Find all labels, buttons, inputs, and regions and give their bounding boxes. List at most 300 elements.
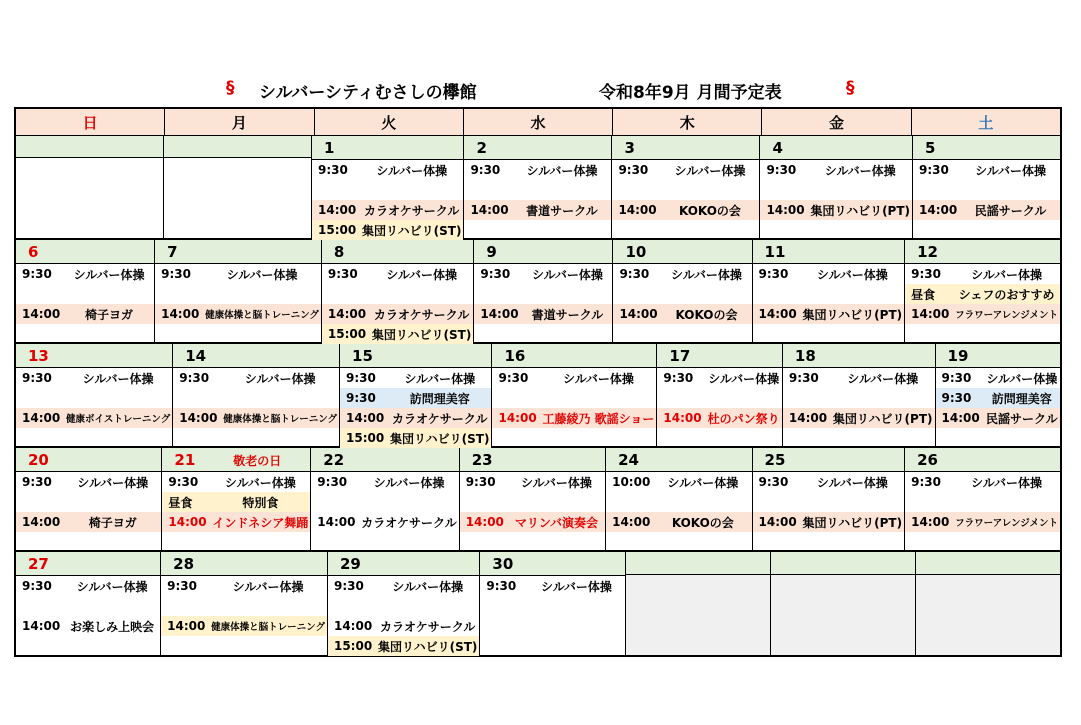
- time-slot: [760, 220, 912, 240]
- event-row: [340, 408, 491, 428]
- event-name: 集団リハビリ(ST): [390, 431, 490, 446]
- time-slot: [480, 636, 624, 656]
- event-time: 9:30: [168, 475, 199, 489]
- weekday-header-cell: 火: [315, 109, 464, 135]
- time-slot: [783, 388, 935, 408]
- event-name: シルバー体操: [671, 267, 742, 282]
- time-slot: [613, 324, 751, 344]
- time-slot: [657, 388, 782, 408]
- week-row: [16, 448, 1060, 552]
- event-time: 14:00: [167, 619, 206, 633]
- event-time: 9:30: [22, 371, 52, 385]
- event-time: 9:30: [161, 267, 191, 281]
- date-label: 25: [764, 451, 786, 469]
- event-time: 14:00: [498, 411, 537, 425]
- date-number: [464, 136, 611, 160]
- day-cell: [612, 136, 760, 238]
- day-cell: [916, 552, 1060, 655]
- event-row: [905, 472, 1060, 492]
- date-label: 9: [486, 243, 497, 261]
- event-time: 9:30: [619, 267, 650, 281]
- event-name: 杜のパン祭り: [707, 411, 780, 426]
- event-name: 健康体操と脳トレーニング: [205, 310, 319, 321]
- time-slot: [161, 636, 327, 656]
- event-name: マリンバ演奏会: [514, 515, 598, 530]
- event-time: 14:00: [788, 411, 828, 425]
- event-row: [753, 472, 905, 492]
- calendar-weeks: [16, 136, 1060, 655]
- event-name: カラオケサークル: [364, 203, 460, 218]
- event-time: 14:00: [179, 411, 218, 425]
- date-number: [322, 240, 473, 264]
- event-row: [340, 388, 491, 408]
- time-slot: [492, 388, 656, 408]
- time-slot: [936, 428, 1061, 448]
- event-name: シルバー体操: [232, 579, 304, 594]
- event-time: 15:00: [346, 431, 385, 445]
- date-number: [905, 240, 1060, 264]
- event-name: シルバー体操: [526, 163, 598, 178]
- event-name: 訪問理美容: [991, 391, 1052, 406]
- date-number: [162, 448, 310, 472]
- event-time: 9:30: [941, 391, 972, 405]
- date-number: [16, 240, 154, 264]
- day-cell: [16, 136, 164, 238]
- day-cell: [913, 136, 1060, 238]
- date-label: 19: [947, 347, 969, 365]
- day-cell: [905, 240, 1060, 342]
- event-row: [474, 264, 612, 284]
- day-cell: [16, 552, 161, 655]
- day-cell: [340, 344, 492, 446]
- date-number: [613, 240, 751, 264]
- date-number: [612, 136, 759, 160]
- event-name: カラオケサークル: [373, 307, 470, 322]
- event-time: 14:00: [22, 619, 61, 633]
- event-time: 昼食: [911, 287, 936, 302]
- day-cell: [492, 344, 657, 446]
- event-row: [613, 304, 751, 324]
- event-name: シルバー体操: [674, 163, 746, 178]
- time-slot: [657, 428, 782, 448]
- day-cell: [905, 448, 1060, 550]
- date-number: [480, 552, 624, 576]
- date-label: 15: [352, 347, 373, 365]
- time-slot: [905, 532, 1060, 552]
- date-label: 22: [323, 451, 345, 469]
- date-label: 17: [669, 347, 691, 365]
- event-row: [311, 472, 458, 492]
- event-name: シルバー体操: [520, 475, 592, 490]
- event-row: [16, 472, 161, 492]
- day-cell: [162, 448, 311, 550]
- time-slot: [474, 324, 612, 344]
- date-number: [340, 344, 491, 368]
- time-slot: [626, 595, 770, 615]
- day-cell: [328, 552, 480, 655]
- date-label: 26: [917, 451, 938, 469]
- event-time: 9:30: [179, 371, 210, 385]
- time-slot: [480, 616, 624, 636]
- date-label: 27: [28, 555, 49, 573]
- date-label: 12: [917, 243, 938, 261]
- day-cell: [606, 448, 752, 550]
- day-cell: [16, 344, 173, 446]
- event-row: [173, 368, 339, 388]
- event-name: 書道サークル: [526, 203, 598, 218]
- event-name: シルバー体操: [667, 475, 739, 490]
- date-number: [783, 344, 935, 368]
- event-name: シルバー体操: [541, 579, 612, 594]
- date-label: 7: [167, 243, 178, 261]
- date-number: [606, 448, 751, 472]
- event-row: [464, 200, 611, 220]
- facility-name: シルバーシティむさしの欅館: [259, 83, 477, 103]
- event-time: 9:30: [486, 579, 517, 593]
- event-name: シルバー体操: [224, 475, 296, 490]
- event-row: [657, 408, 782, 428]
- event-name: シルバー体操: [76, 579, 148, 594]
- date-number: [753, 240, 905, 264]
- event-row: [913, 200, 1060, 220]
- date-label: 3: [624, 139, 635, 157]
- time-slot: [626, 635, 770, 655]
- event-name: シルバー体操: [226, 267, 298, 282]
- event-time: 9:30: [758, 267, 789, 281]
- event-time: 14:00: [161, 307, 200, 321]
- event-row: [905, 304, 1060, 324]
- date-label: 16: [504, 347, 526, 365]
- date-number: [916, 552, 1060, 575]
- event-row: [16, 304, 154, 324]
- event-row: [162, 512, 310, 532]
- event-row: [783, 408, 935, 428]
- time-slot: [916, 615, 1060, 635]
- event-name: 集団リハビリ(PT): [802, 307, 903, 322]
- time-slot: [464, 180, 611, 200]
- event-row: [612, 160, 759, 180]
- day-cell: [753, 448, 906, 550]
- time-slot: [16, 324, 154, 344]
- event-name: シルバー体操: [386, 267, 458, 282]
- event-row: [155, 264, 321, 284]
- day-cell: [760, 136, 913, 238]
- date-label: 28: [173, 555, 195, 573]
- weekday-header: [16, 109, 1060, 136]
- time-slot: [16, 178, 163, 198]
- event-name: シルバー体操: [404, 371, 476, 386]
- event-row: [905, 264, 1060, 284]
- time-slot: [311, 532, 458, 552]
- event-time: 9:30: [911, 267, 941, 281]
- date-number: [16, 136, 163, 158]
- time-slot: [460, 532, 605, 552]
- date-label: 4: [772, 139, 783, 157]
- weekday-header-cell: 日: [16, 109, 165, 135]
- event-time: 14:00: [919, 203, 958, 217]
- event-time: 10:00: [612, 475, 651, 489]
- date-label: 30: [492, 555, 514, 573]
- event-name: 椅子ヨガ: [85, 307, 134, 322]
- event-time: 9:30: [346, 391, 376, 405]
- event-name: シルバー体操: [531, 267, 603, 282]
- time-slot: [771, 615, 915, 635]
- day-cell: [474, 240, 613, 342]
- event-row: [783, 368, 935, 388]
- event-name: 集団リハビリ(ST): [377, 639, 478, 654]
- event-time: 9:30: [317, 475, 348, 489]
- date-label: 5: [925, 139, 936, 157]
- event-name: シルバー体操: [708, 371, 780, 386]
- event-time: 9:30: [663, 371, 694, 385]
- event-name: KOKOの会: [678, 203, 741, 218]
- time-slot: [464, 220, 611, 240]
- event-row: [760, 160, 912, 180]
- event-time: 9:30: [470, 163, 501, 177]
- day-cell: [626, 552, 771, 655]
- date-label: 2: [476, 139, 487, 157]
- event-time: 14:00: [327, 307, 367, 321]
- event-time: 14:00: [663, 411, 702, 425]
- section-mark-right: §: [846, 78, 855, 98]
- section-mark-left: §: [226, 78, 235, 98]
- event-name: シルバー体操: [392, 579, 464, 594]
- event-row: [753, 512, 905, 532]
- time-slot: [16, 492, 161, 512]
- date-number: [760, 136, 912, 160]
- event-row: [340, 368, 491, 388]
- event-name: シルバー体操: [975, 163, 1046, 178]
- event-name: シルバー体操: [816, 267, 888, 282]
- event-name: お楽しみ上映会: [70, 619, 155, 634]
- time-slot: [16, 388, 172, 408]
- event-time: 昼食: [168, 495, 193, 510]
- event-time: 14:00: [758, 515, 797, 529]
- week-row: [16, 136, 1060, 240]
- event-name: 健康体操と脳トレーニング: [211, 622, 325, 633]
- event-name: 書道サークル: [531, 307, 604, 322]
- time-slot: [753, 284, 905, 304]
- time-slot: [16, 428, 172, 448]
- event-name: 集団リハビリ(PT): [802, 515, 903, 530]
- date-number: [626, 552, 770, 575]
- time-slot: [913, 180, 1060, 200]
- event-name: カラオケサークル: [392, 411, 488, 426]
- event-time: 9:30: [22, 267, 52, 281]
- event-row: [16, 368, 172, 388]
- time-slot: [16, 198, 163, 218]
- event-name: シルバー体操: [816, 475, 888, 490]
- day-cell: [771, 552, 916, 655]
- time-slot: [753, 492, 905, 512]
- event-time: 14:00: [941, 411, 980, 425]
- event-time: 14:00: [911, 515, 950, 529]
- event-name: 健康ボイストレーニング: [66, 414, 171, 425]
- time-slot: [311, 492, 458, 512]
- time-slot: [492, 428, 656, 448]
- event-row: [328, 616, 479, 636]
- event-row: [16, 576, 160, 596]
- event-time: 14:00: [618, 203, 657, 217]
- date-number: [936, 344, 1061, 368]
- day-cell: [16, 448, 162, 550]
- event-name: 健康体操と脳トレーニング: [223, 414, 338, 425]
- event-time: 14:00: [758, 307, 797, 321]
- time-slot: [328, 596, 479, 616]
- weekday-header-cell: 木: [613, 109, 762, 135]
- event-row: [936, 408, 1061, 428]
- time-slot: [771, 635, 915, 655]
- event-time: 14:00: [22, 411, 61, 425]
- event-time: 14:00: [317, 515, 356, 529]
- event-row: [464, 160, 611, 180]
- time-slot: [480, 596, 624, 616]
- event-row: [612, 200, 759, 220]
- day-cell: [322, 240, 474, 342]
- time-slot: [164, 198, 311, 218]
- date-number: [771, 552, 915, 575]
- time-slot: [613, 284, 751, 304]
- time-slot: [312, 180, 463, 200]
- week-row: [16, 552, 1060, 655]
- date-number: [16, 552, 160, 576]
- event-time: 9:30: [758, 475, 789, 489]
- event-row: [936, 388, 1061, 408]
- time-slot: [771, 575, 915, 595]
- date-label: 10: [625, 243, 647, 261]
- event-name: シルバー体操: [373, 475, 445, 490]
- event-time: 9:30: [318, 163, 348, 177]
- event-time: 14:00: [346, 411, 385, 425]
- day-cell: [936, 344, 1061, 446]
- time-slot: [612, 180, 759, 200]
- event-time: 14:00: [22, 515, 61, 529]
- time-slot: [783, 428, 935, 448]
- event-name: カラオケサークル: [379, 619, 476, 634]
- time-slot: [474, 284, 612, 304]
- week-row: [16, 344, 1060, 448]
- event-time: 14:00: [318, 203, 357, 217]
- weekday-header-cell: 金: [762, 109, 911, 135]
- event-name: KOKOの会: [675, 307, 738, 322]
- calendar-title: [14, 78, 1064, 106]
- event-time: 15:00: [333, 639, 373, 653]
- time-slot: [162, 532, 310, 552]
- time-slot: [626, 575, 770, 595]
- event-name: シルバー体操: [376, 163, 448, 178]
- event-time: 9:30: [167, 579, 198, 593]
- event-time: 9:30: [333, 579, 364, 593]
- time-slot: [16, 218, 163, 238]
- time-slot: [164, 178, 311, 198]
- event-row: [474, 304, 612, 324]
- date-label: 1: [324, 139, 335, 157]
- date-label: 8: [333, 243, 345, 261]
- event-row: [16, 408, 172, 428]
- event-name: シルバー体操: [82, 371, 154, 386]
- event-name: シルバー体操: [244, 371, 316, 386]
- time-slot: [606, 532, 751, 552]
- time-slot: [760, 180, 912, 200]
- event-time: 9:30: [766, 163, 797, 177]
- date-number: [155, 240, 321, 264]
- event-row: [161, 576, 327, 596]
- date-number: [312, 136, 463, 160]
- time-slot: [916, 635, 1060, 655]
- event-time: 9:30: [480, 267, 511, 281]
- event-time: 14:00: [911, 307, 950, 321]
- event-name: 集団リハビリ(PT): [810, 203, 911, 218]
- event-row: [312, 220, 463, 240]
- weekday-header-cell: 土: [912, 109, 1060, 135]
- date-label: 24: [618, 451, 639, 469]
- time-slot: [16, 158, 163, 178]
- event-name: 特別食: [242, 495, 279, 510]
- time-slot: [771, 595, 915, 615]
- event-time: 14:00: [619, 307, 658, 321]
- event-name: 民謡サークル: [974, 203, 1047, 218]
- time-slot: [753, 324, 905, 344]
- event-row: [312, 200, 463, 220]
- time-slot: [155, 284, 321, 304]
- event-name: シェフのおすすめ: [958, 287, 1055, 302]
- event-name: 民謡サークル: [985, 411, 1058, 426]
- event-name: フラワーアレンジメント: [955, 310, 1059, 321]
- weekday-header-cell: 水: [464, 109, 613, 135]
- event-name: 集団リハビリ(ST): [362, 223, 462, 238]
- event-time: 15:00: [327, 327, 367, 341]
- date-label: 20: [28, 451, 49, 469]
- time-slot: [753, 532, 905, 552]
- event-row: [905, 284, 1060, 304]
- event-row: [312, 160, 463, 180]
- date-label: 21: [174, 451, 196, 469]
- event-time: 9:30: [346, 371, 376, 385]
- event-time: 9:30: [22, 579, 52, 593]
- date-number: [311, 448, 458, 472]
- event-row: [480, 576, 624, 596]
- time-slot: [322, 284, 473, 304]
- date-label: 13: [28, 347, 49, 365]
- day-cell: [16, 240, 155, 342]
- day-cell: [164, 136, 312, 238]
- day-cell: [657, 344, 783, 446]
- day-cell: [464, 136, 612, 238]
- time-slot: [16, 636, 160, 656]
- day-cell: [480, 552, 625, 655]
- event-row: [161, 616, 327, 636]
- event-time: 14:00: [766, 203, 805, 217]
- time-slot: [460, 492, 605, 512]
- date-number: [492, 344, 656, 368]
- event-row: [492, 408, 656, 428]
- time-slot: [173, 388, 339, 408]
- time-slot: [916, 575, 1060, 595]
- week-row: [16, 240, 1060, 344]
- event-name: 椅子ヨガ: [88, 515, 137, 530]
- day-cell: [753, 240, 906, 342]
- holiday-label: 敬老の日: [233, 454, 282, 468]
- event-row: [760, 200, 912, 220]
- event-row: [340, 428, 491, 448]
- date-number: [173, 344, 339, 368]
- date-label: 11: [764, 243, 786, 261]
- time-slot: [905, 492, 1060, 512]
- date-number: [164, 136, 311, 158]
- event-time: 9:30: [941, 371, 972, 385]
- schedule-title: 令和8年9月 月間予定表: [599, 83, 782, 103]
- event-name: シルバー体操: [847, 371, 919, 386]
